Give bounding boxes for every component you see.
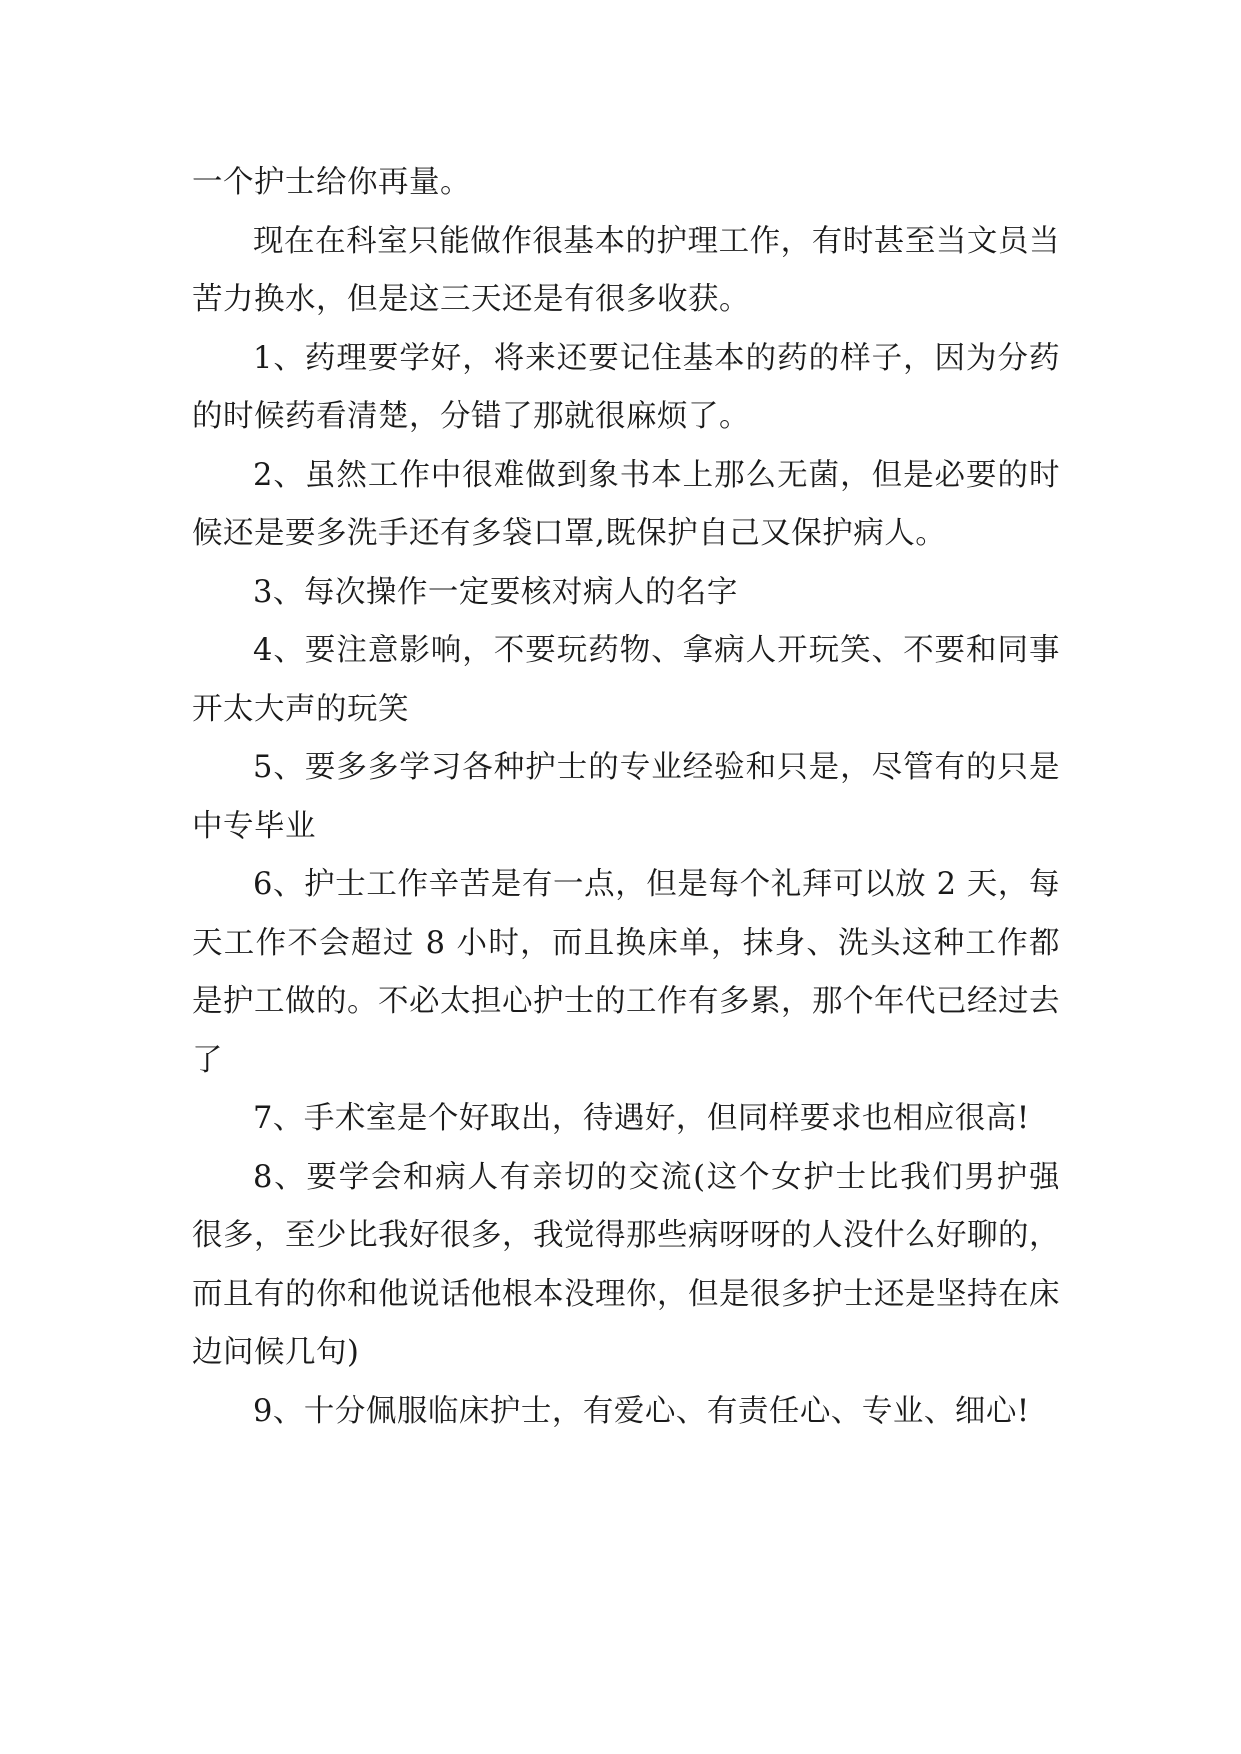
list-item-7: 7、手术室是个好取出，待遇好，但同样要求也相应很高! [253,1101,1030,1136]
paragraph-continuation: 一个护士给你再量。 [192,165,471,200]
list-item-1: 1、药理要学好，将来还要记住基本的药的样子，因为分药的时候药看清楚，分错了那就很麻烦了。 [192,340,1060,434]
list-item-4: 4、要注意影响，不要玩药物、拿病人开玩笑、不要和同事开太大声的玩笑 [192,633,1060,727]
list-item-3: 3、每次操作一定要核对病人的名字 [253,574,738,610]
body-text [192,154,1060,1441]
list-item-2: 2、虽然工作中很难做到象书本上那么无菌，但是必要的时候还是要多洗手还有多袋口罩,既保护自己又保护病人。 [192,457,1060,551]
list-item-5: 5、要多多学习各种护士的专业经验和只是，尽管有的只是中专毕业 [192,750,1060,844]
paragraph-intro: 现在在科室只能做作很基本的护理工作，有时甚至当文员当苦力换水，但是这三天还是有很多收获。 [192,223,1060,317]
list-item-6: 6、护士工作辛苦是有一点，但是每个礼拜可以放 2 天，每天工作不会超过 8 小时，而且换床单，抹身、洗头这种工作都是护工做的。不必太担心护士的工作有多累，那个年代已经过去了 [192,867,1060,1078]
list-item-9: 9、十分佩服临床护士，有爱心、有责任心、专业、细心! [253,1393,1030,1429]
list-item-8: 8、要学会和病人有亲切的交流(这个女护士比我们男护强很多，至少比我好很多，我觉得那些病呀呀的人没什么好聊的，而且有的你和他说话他根本没理你，但是很多护士还是坚持在床边问候几句) [192,1159,1060,1370]
